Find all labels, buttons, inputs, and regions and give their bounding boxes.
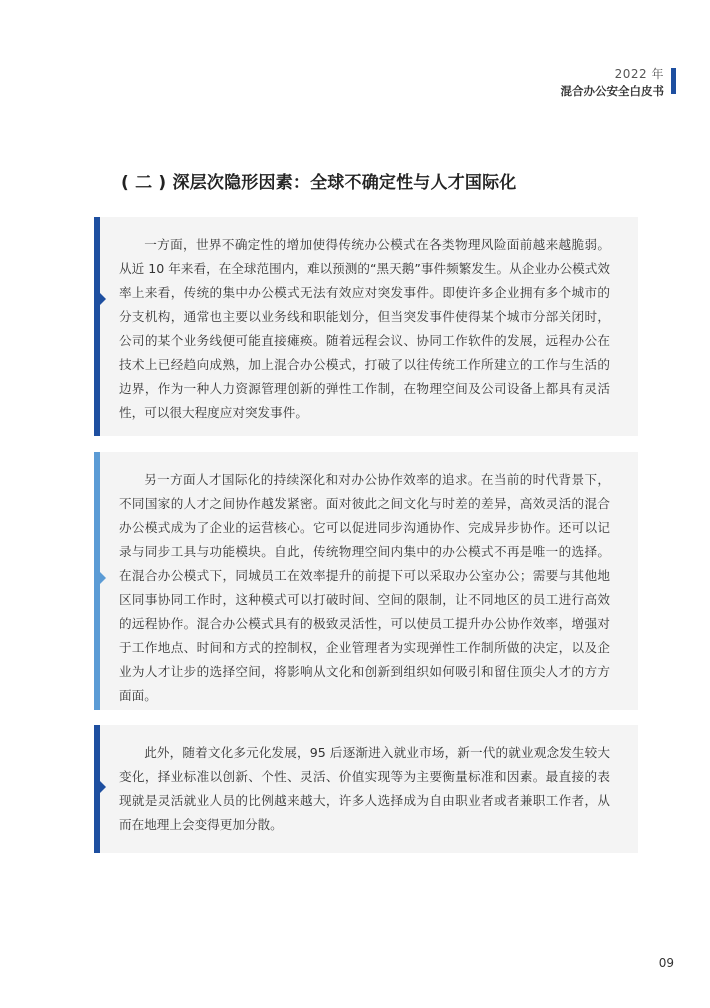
paragraph-text: 一方面，世界不确定性的增加使得传统办公模式在各类物理风险面前越来越脆弱。从近 10 年来看，在全球范围内，难以预测的“黑天鹅”事件频繁发生。从企业办公模式效率上来看，传统的集中办公模式无法有效应对突发事件。即使许多企业拥有多个城市的分支机构，通常也主要以业务线和职能划分，但当突发事件使得某个城市分部关闭时，公司的某个业务线便可能直接瘫痪。随着远程会议、协同工作软件的发展，远程办公在技术上已经趋向成熟，加上混合办公模式，打破了以往传统工作所建立的工作与生活的边界，作为一种人力资源管理创新的弹性工作制，在物理空间及公司设备上都具有灵活性，可以很大程度应对突发事件。	[119, 237, 610, 420]
header-year: 2022 年	[614, 67, 664, 81]
card-accent-bar	[94, 217, 100, 436]
section-title: ( 二 ) 深层次隐形因素：全球不确定性与人才国际化	[121, 173, 517, 193]
paragraph-text: 此外，随着文化多元化发展，95 后逐渐进入就业市场，新一代的就业观念发生较大变化，择业标准以创新、个性、灵活、价值实现等为主要衡量标准和因素。最直接的表现就是灵活就业人员的比例越来越大，许多人选择成为自由职业者或者兼职工作者，从而在地理上会变得更加分散。	[119, 745, 610, 832]
paragraph-card-1	[94, 217, 638, 436]
card-notch	[100, 572, 106, 584]
header-accent-bar	[671, 68, 676, 94]
paragraph-card-2	[94, 452, 638, 710]
header-title: 混合办公安全白皮书	[560, 84, 664, 98]
card-notch	[100, 293, 106, 305]
paragraph-card-3	[94, 725, 638, 853]
paragraph-text: 另一方面人才国际化的持续深化和对办公协作效率的追求。在当前的时代背景下，不同国家的人才之间协作越发紧密。面对彼此之间文化与时差的差异，高效灵活的混合办公模式成为了企业的运营核心。它可以促进同步沟通协作、完成异步协作。还可以记录与同步工具与功能模块。自此，传统物理空间内集中的办公模式不再是唯一的选择。在混合办公模式下，同城员工在效率提升的前提下可以采取办公室办公；需要与其他地区同事协同工作时，这种模式可以打破时间、空间的限制，让不同地区的员工进行高效的远程协作。混合办公模式具有的极致灵活性，可以使员工提升办公协作效率，增强对于工作地点、时间和方式的控制权，企业管理者为实现弹性工作制所做的决定，以及企业为人才让步的选择空间，将影响从文化和创新到组织如何吸引和留住顶尖人才的方方面面。	[119, 472, 610, 703]
card-notch	[100, 781, 106, 793]
page-number: 09	[658, 956, 674, 970]
page-header	[561, 66, 665, 99]
